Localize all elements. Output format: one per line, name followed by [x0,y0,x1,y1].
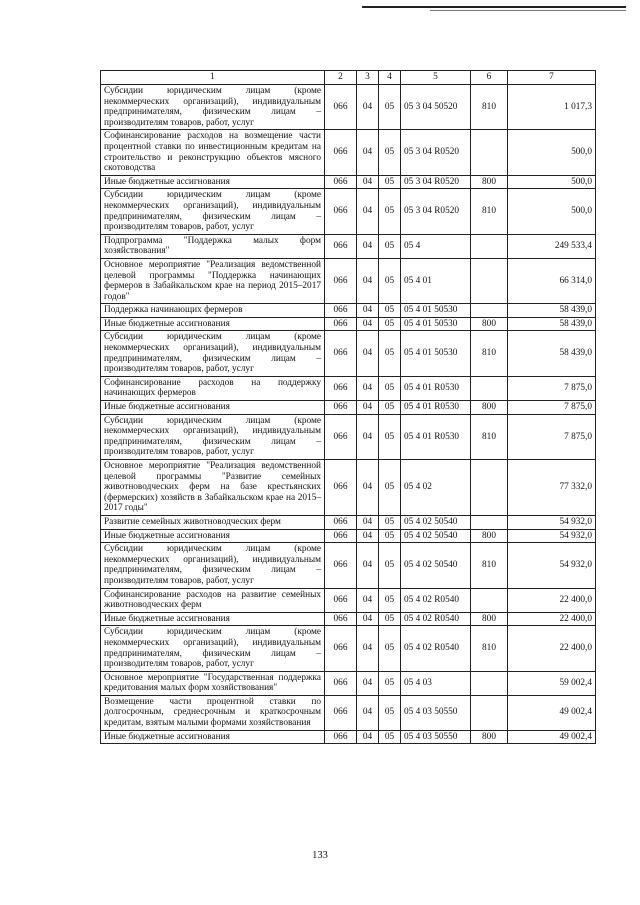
subsection-code-cell: 05 [379,317,401,331]
column-number: 5 [401,71,471,85]
ministry-code-cell: 066 [325,626,357,671]
amount-cell: 500,0 [508,189,596,234]
target-article-cell: 05 4 01 50530 [401,317,471,331]
target-article-cell: 05 4 02 50540 [401,543,471,588]
subsection-code-cell: 05 [379,460,401,516]
row-name-cell: Софинансирование расходов на поддержку начинающих фермеров [101,376,325,400]
section-code-cell: 04 [357,304,379,318]
table-row [101,401,596,415]
section-code-cell: 04 [357,376,379,400]
amount-cell: 49 002,4 [508,730,596,744]
ministry-code-cell: 066 [325,376,357,400]
row-name-cell: Субсидии юридическим лицам (кроме некоммерческих организаций), индивидуальным предпринимателям, физическим лицам – производителям товаров, работ, услуг [101,189,325,234]
ministry-code-cell: 066 [325,730,357,744]
expense-type-cell [471,376,508,400]
column-number: 4 [379,71,401,85]
amount-cell: 7 875,0 [508,401,596,415]
target-article-cell: 05 4 03 50550 [401,730,471,744]
ministry-code-cell: 066 [325,130,357,175]
row-name-cell: Иные бюджетные ассигнования [101,401,325,415]
column-number: 7 [508,71,596,85]
target-article-cell: 05 4 01 R0530 [401,401,471,415]
table-row [101,376,596,400]
section-code-cell: 04 [357,175,379,189]
table-row [101,626,596,671]
subsection-code-cell: 05 [379,529,401,543]
section-code-cell: 04 [357,515,379,529]
amount-cell: 54 932,0 [508,515,596,529]
budget-table-body [101,71,596,744]
amount-cell: 59 002,4 [508,671,596,695]
table-row [101,331,596,376]
amount-cell: 22 400,0 [508,588,596,612]
column-number: 1 [101,71,325,85]
expense-type-cell: 810 [471,543,508,588]
amount-cell: 7 875,0 [508,414,596,459]
ministry-code-cell: 066 [325,671,357,695]
expense-type-cell: 810 [471,626,508,671]
ministry-code-cell: 066 [325,612,357,626]
expense-type-cell [471,304,508,318]
amount-cell: 22 400,0 [508,626,596,671]
header-rule-thin [430,10,626,11]
table-row [101,317,596,331]
ministry-code-cell: 066 [325,234,357,258]
header-rule [362,6,626,8]
row-name-cell: Возмещение части процентной ставки по долгосрочным, среднесрочным и краткосрочным кредитам, взятым малыми формами хозяйствования [101,695,325,730]
subsection-code-cell: 05 [379,671,401,695]
subsection-code-cell: 05 [379,612,401,626]
column-number: 6 [471,71,508,85]
expense-type-cell: 800 [471,317,508,331]
amount-cell: 58 439,0 [508,317,596,331]
subsection-code-cell: 05 [379,376,401,400]
amount-cell: 58 439,0 [508,304,596,318]
section-code-cell: 04 [357,529,379,543]
subsection-code-cell: 05 [379,730,401,744]
subsection-code-cell: 05 [379,130,401,175]
row-name-cell: Развитие семейных животноводческих ферм [101,515,325,529]
ministry-code-cell: 066 [325,529,357,543]
table-row [101,414,596,459]
row-name-cell: Иные бюджетные ассигнования [101,317,325,331]
table-row [101,695,596,730]
amount-cell: 500,0 [508,130,596,175]
target-article-cell: 05 3 04 50520 [401,85,471,130]
subsection-code-cell: 05 [379,331,401,376]
expense-type-cell [471,588,508,612]
page-number: 133 [312,850,328,861]
table-row [101,543,596,588]
table-row [101,612,596,626]
subsection-code-cell: 05 [379,189,401,234]
table-row [101,258,596,303]
row-name-cell: Иные бюджетные ассигнования [101,175,325,189]
section-code-cell: 04 [357,189,379,234]
table-row [101,85,596,130]
target-article-cell: 05 4 01 R0530 [401,414,471,459]
table-row [101,304,596,318]
ministry-code-cell: 066 [325,175,357,189]
expense-type-cell: 810 [471,189,508,234]
expense-type-cell [471,671,508,695]
row-name-cell: Субсидии юридическим лицам (кроме некоммерческих организаций), индивидуальным предпринимателям, физическим лицам – производителям товаров, работ, услуг [101,331,325,376]
ministry-code-cell: 066 [325,317,357,331]
row-name-cell: Субсидии юридическим лицам (кроме некоммерческих организаций), индивидуальным предпринимателям, физическим лицам – производителям товаров, работ, услуг [101,414,325,459]
expense-type-cell: 800 [471,175,508,189]
target-article-cell: 05 4 02 R0540 [401,588,471,612]
row-name-cell: Софинансирование расходов на развитие семейных животноводческих ферм [101,588,325,612]
row-name-cell: Поддержка начинающих фермеров [101,304,325,318]
section-code-cell: 04 [357,234,379,258]
section-code-cell: 04 [357,588,379,612]
section-code-cell: 04 [357,317,379,331]
row-name-cell: Субсидии юридическим лицам (кроме некоммерческих организаций), индивидуальным предпринимателям, физическим лицам – производителям товаров, работ, услуг [101,85,325,130]
target-article-cell: 05 4 01 [401,258,471,303]
amount-cell: 1 017,3 [508,85,596,130]
amount-cell: 7 875,0 [508,376,596,400]
column-number: 3 [357,71,379,85]
column-number-row [101,71,596,85]
expense-type-cell: 810 [471,85,508,130]
expense-type-cell: 800 [471,529,508,543]
subsection-code-cell: 05 [379,515,401,529]
row-name-cell: Иные бюджетные ассигнования [101,612,325,626]
section-code-cell: 04 [357,626,379,671]
row-name-cell: Субсидии юридическим лицам (кроме некоммерческих организаций), индивидуальным предпринимателям, физическим лицам – производителям товаров, работ, услуг [101,543,325,588]
section-code-cell: 04 [357,543,379,588]
ministry-code-cell: 066 [325,543,357,588]
row-name-cell: Иные бюджетные ассигнования [101,529,325,543]
ministry-code-cell: 066 [325,515,357,529]
table-row [101,730,596,744]
ministry-code-cell: 066 [325,588,357,612]
target-article-cell: 05 4 02 R0540 [401,612,471,626]
section-code-cell: 04 [357,730,379,744]
amount-cell: 500,0 [508,175,596,189]
subsection-code-cell: 05 [379,234,401,258]
target-article-cell: 05 3 04 R0520 [401,130,471,175]
section-code-cell: 04 [357,401,379,415]
target-article-cell: 05 3 04 R0520 [401,175,471,189]
target-article-cell: 05 4 01 50530 [401,331,471,376]
ministry-code-cell: 066 [325,258,357,303]
table-row [101,671,596,695]
subsection-code-cell: 05 [379,304,401,318]
target-article-cell: 05 4 03 [401,671,471,695]
target-article-cell: 05 4 03 50550 [401,695,471,730]
section-code-cell: 04 [357,130,379,175]
table-row [101,515,596,529]
table-row [101,460,596,516]
row-name-cell: Основное мероприятие "Государственная поддержка кредитования малых форм хозяйствования" [101,671,325,695]
expense-type-cell [471,130,508,175]
table-row [101,234,596,258]
expense-type-cell [471,515,508,529]
target-article-cell: 05 3 04 R0520 [401,189,471,234]
expense-type-cell: 810 [471,414,508,459]
expense-type-cell [471,695,508,730]
expense-type-cell: 800 [471,612,508,626]
row-name-cell: Основное мероприятие "Реализация ведомственной целевой программы "Развитие семейных животноводческих ферм на базе крестьянских (фермерских) хозяйств в Забайкальском крае на 2015–2017 годы" [101,460,325,516]
target-article-cell: 05 4 01 R0530 [401,376,471,400]
row-name-cell: Подпрограмма "Поддержка малых форм хозяйствования" [101,234,325,258]
amount-cell: 77 332,0 [508,460,596,516]
section-code-cell: 04 [357,695,379,730]
ministry-code-cell: 066 [325,331,357,376]
table-row [101,130,596,175]
amount-cell: 54 932,0 [508,529,596,543]
column-number: 2 [325,71,357,85]
subsection-code-cell: 05 [379,695,401,730]
ministry-code-cell: 066 [325,85,357,130]
subsection-code-cell: 05 [379,401,401,415]
subsection-code-cell: 05 [379,258,401,303]
row-name-cell: Основное мероприятие "Реализация ведомственной целевой программы "Поддержка начинающих фермеров в Забайкальском крае на период 2015–2017 годов" [101,258,325,303]
amount-cell: 22 400,0 [508,612,596,626]
expense-type-cell: 810 [471,331,508,376]
section-code-cell: 04 [357,85,379,130]
ministry-code-cell: 066 [325,401,357,415]
section-code-cell: 04 [357,331,379,376]
subsection-code-cell: 05 [379,626,401,671]
target-article-cell: 05 4 02 50540 [401,515,471,529]
expense-type-cell: 800 [471,401,508,415]
subsection-code-cell: 05 [379,414,401,459]
expense-type-cell [471,234,508,258]
section-code-cell: 04 [357,414,379,459]
amount-cell: 249 533,4 [508,234,596,258]
subsection-code-cell: 05 [379,175,401,189]
amount-cell: 58 439,0 [508,331,596,376]
ministry-code-cell: 066 [325,189,357,234]
budget-table [100,70,596,744]
amount-cell: 49 002,4 [508,695,596,730]
target-article-cell: 05 4 01 50530 [401,304,471,318]
section-code-cell: 04 [357,671,379,695]
table-row [101,175,596,189]
target-article-cell: 05 4 02 R0540 [401,626,471,671]
row-name-cell: Софинансирование расходов на возмещение части процентной ставки по инвестиционным кредитам на строительство и реконструкцию объектов мясного скотоводства [101,130,325,175]
target-article-cell: 05 4 02 50540 [401,529,471,543]
ministry-code-cell: 066 [325,695,357,730]
row-name-cell: Иные бюджетные ассигнования [101,730,325,744]
ministry-code-cell: 066 [325,460,357,516]
subsection-code-cell: 05 [379,543,401,588]
expense-type-cell: 800 [471,730,508,744]
expense-type-cell [471,258,508,303]
target-article-cell: 05 4 02 [401,460,471,516]
row-name-cell: Субсидии юридическим лицам (кроме некоммерческих организаций), индивидуальным предпринимателям, физическим лицам – производителям товаров, работ, услуг [101,626,325,671]
table-row [101,529,596,543]
section-code-cell: 04 [357,612,379,626]
target-article-cell: 05 4 [401,234,471,258]
subsection-code-cell: 05 [379,85,401,130]
table-row [101,588,596,612]
subsection-code-cell: 05 [379,588,401,612]
amount-cell: 54 932,0 [508,543,596,588]
table-row [101,189,596,234]
section-code-cell: 04 [357,258,379,303]
ministry-code-cell: 066 [325,304,357,318]
amount-cell: 66 314,0 [508,258,596,303]
expense-type-cell [471,460,508,516]
ministry-code-cell: 066 [325,414,357,459]
section-code-cell: 04 [357,460,379,516]
